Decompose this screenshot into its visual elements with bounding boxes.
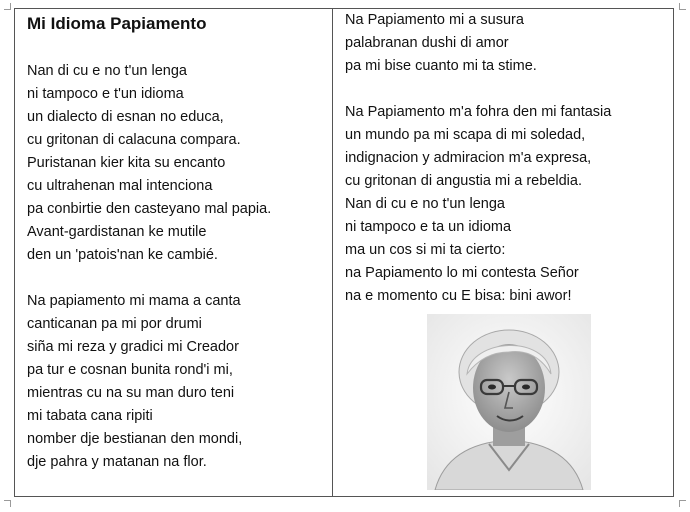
author-portrait-photo: [427, 314, 591, 490]
verse: na e momento cu E bisa: bini awor!: [345, 288, 572, 304]
verse: ni tampoco e t'un idioma: [27, 86, 184, 102]
verse: palabranan dushi di amor: [345, 35, 509, 51]
crop-mark-top-left: [4, 3, 11, 10]
verse: Na Papiamento m'a fohra den mi fantasia: [345, 104, 612, 120]
verse: Na Papiamento mi a susura: [345, 12, 524, 28]
verse: cu gritonan di calacuna compara.: [27, 132, 241, 148]
stanza-left-1: [27, 60, 332, 267]
crop-mark-bottom-left: [4, 500, 11, 507]
verse: un mundo pa mi scapa di mi soledad,: [345, 127, 586, 143]
verse: mi tabata cana ripiti: [27, 408, 153, 424]
crop-mark-top-right: [679, 3, 686, 10]
poem-left-column: [15, 9, 333, 496]
verse: na Papiamento lo mi contesta Señor: [345, 265, 579, 281]
verse: siña mi reza y gradici mi Creador: [27, 339, 239, 355]
verse: pa mi bise cuanto mi ta stime.: [345, 58, 537, 74]
poem-title: Mi Idioma Papiamento: [27, 14, 207, 33]
stanza-left-2: [27, 290, 332, 474]
stanza-right-1: [345, 9, 673, 78]
verse: cu ultrahenan mal intenciona: [27, 178, 213, 194]
poem-right-column: [333, 9, 673, 496]
crop-mark-bottom-right: [679, 500, 686, 507]
verse: pa tur e cosnan bunita rond'i mi,: [27, 362, 233, 378]
verse: canticanan pa mi por drumi: [27, 316, 202, 332]
verse: Avant-gardistanan ke mutile: [27, 224, 207, 240]
verse: indignacion y admiracion m'a expresa,: [345, 150, 592, 166]
verse: dje pahra y matanan na flor.: [27, 454, 207, 470]
verse: Nan di cu e no t'un lenga: [27, 63, 187, 79]
poem-table: [14, 8, 674, 497]
verse: Nan di cu e no t'un lenga: [345, 196, 505, 212]
verse: un dialecto di esnan no educa,: [27, 109, 224, 125]
verse: ni tampoco e ta un idioma: [345, 219, 512, 235]
stanza-right-2: [345, 101, 673, 308]
verse: mientras cu na su man duro teni: [27, 385, 235, 401]
verse: cu gritonan di angustia mi a rebeldia.: [345, 173, 582, 189]
verse: nomber dje bestianan den mondi,: [27, 431, 243, 447]
verse: den un 'patois'nan ke cambié.: [27, 247, 218, 263]
verse: pa conbirtie den casteyano mal papia.: [27, 201, 272, 217]
verse: Na papiamento mi mama a canta: [27, 293, 241, 309]
verse: ma un cos si mi ta cierto:: [345, 242, 506, 258]
verse: Puristanan kier kita su encanto: [27, 155, 226, 171]
